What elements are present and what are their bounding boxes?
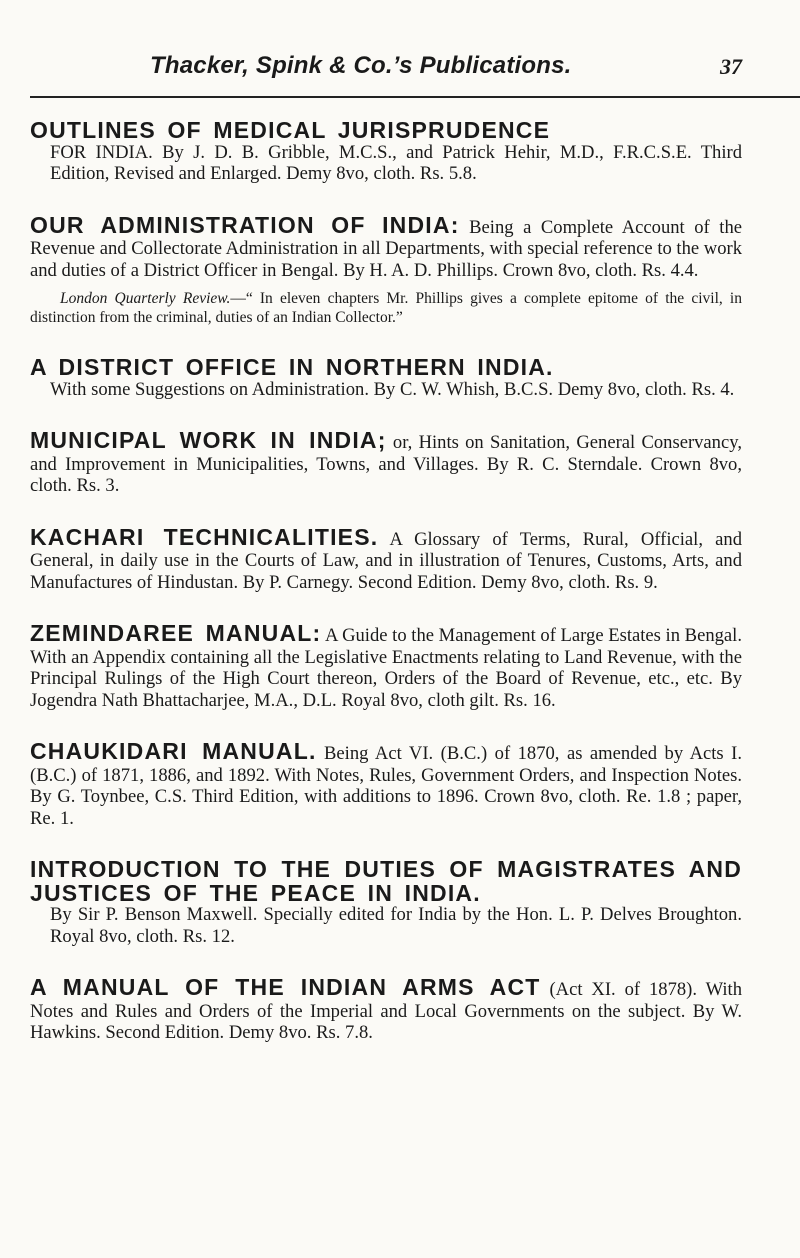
- entry-description: (Act XI. of 1878). With Notes and Rules and Orders of the Imperial and Local Governments on the subject. By W. Hawkins. Second Edition. Demy 8vo. Rs. 7.8.: [30, 979, 743, 1043]
- catalogue-entries: [30, 96, 742, 1044]
- catalogue-entry: [30, 211, 743, 328]
- entry-description: A Guide to the Management of Large Estates in Bengal. With an Appendix containing all the Legislative Enactments relating to Land Revenue, with the Principal Rulings of the High Court thereon, Orders of the Board of Revenue, etc., etc. By Jogendra Nath Bhattacharjee, M.A., D.L. Royal 8vo, cloth gilt. Rs. 16.: [30, 625, 743, 711]
- entry-title: ZEMINDAREE MANUAL:: [30, 620, 322, 646]
- catalogue-entry: [30, 856, 742, 947]
- catalogue-entry: [30, 738, 742, 829]
- catalogue-entry: [30, 523, 742, 594]
- entry-title: OUR ADMINISTRATION OF INDIA:: [30, 211, 460, 238]
- entry-description: With some Suggestions on Administration. By C. W. Whish, B.C.S. Demy 8vo, cloth. Rs. 4.: [50, 378, 735, 400]
- entry-description: Being Act VI. (B.C.) of 1870, as amended by Acts I. (B.C.) of 1871, 1886, and 1892. With Notes, Rules, Government Orders, and Inspection Notes. By G. Toynbee, C.S. Third Edition, with additions to 1896. Crown 8vo, cloth. Re. 1.8 ; paper, Re. 1.: [30, 743, 742, 829]
- page-number: 37: [720, 54, 742, 79]
- catalogue-entry: [30, 117, 742, 185]
- entry-description: FOR INDIA. By J. D. B. Gribble, M.C.S., and Patrick Hehir, M.D., F.R.C.S.E. Third Edition, Revised and Enlarged. Demy 8vo, cloth. Rs. 5.8.: [50, 141, 742, 184]
- entry-title: MUNICIPAL WORK IN INDIA;: [30, 427, 387, 453]
- catalogue-entry: [30, 427, 742, 497]
- entry-description: or, Hints on Sanitation, General Conservancy, and Improvement in Municipalities, Towns, and Villages. By R. C. Sterndale. Crown 8vo, cloth. Rs. 3.: [30, 432, 742, 496]
- review-text: —“ In eleven chapters Mr. Phillips gives a complete epitome of the civil, in distinction from the criminal, duties of an Indian Collector.”: [30, 290, 742, 326]
- catalogue-entry: [30, 974, 743, 1044]
- entry-title: INTRODUCTION TO THE DUTIES OF MAGISTRATES AND JUSTICES OF THE PEACE IN INDIA.: [30, 856, 742, 906]
- running-title: Thacker, Spink & Co.’s Publications.: [150, 52, 572, 79]
- page-header: [30, 0, 742, 96]
- catalogue-entry: [30, 620, 743, 711]
- entry-title: OUTLINES OF MEDICAL JURISPRUDENCE: [30, 117, 551, 143]
- entry-title: A MANUAL OF THE INDIAN ARMS ACT: [30, 974, 541, 1000]
- entry-title: KACHARI TECHNICALITIES.: [30, 523, 379, 550]
- header-rule: [30, 96, 800, 98]
- entry-description: Being a Complete Account of the Revenue and Collectorate Administration in all Departments, with special reference to the work and duties of a District Officer in Bengal. By H. A. D. Phillips. Crown 8vo, cloth. Rs. 4.4.: [30, 216, 743, 281]
- entry-description: By Sir P. Benson Maxwell. Specially edited for India by the Hon. L. P. Delves Broughton. Royal 8vo, cloth. Rs. 12.: [50, 904, 742, 947]
- catalogue-entry: [30, 354, 742, 400]
- entry-title: A DISTRICT OFFICE IN NORTHERN INDIA.: [30, 354, 554, 380]
- review-source: London Quarterly Review.: [60, 290, 231, 307]
- review-quote: [30, 289, 742, 327]
- entry-title: CHAUKIDARI MANUAL.: [30, 738, 317, 764]
- entry-description: A Glossary of Terms, Rural, Official, and General, in daily use in the Courts of Law, and in illustration of Tenures, Customs, Arts, and Manufactures of Hindustan. By P. Carnegy. Second Edition. Demy 8vo, cloth. Rs. 9.: [30, 528, 742, 593]
